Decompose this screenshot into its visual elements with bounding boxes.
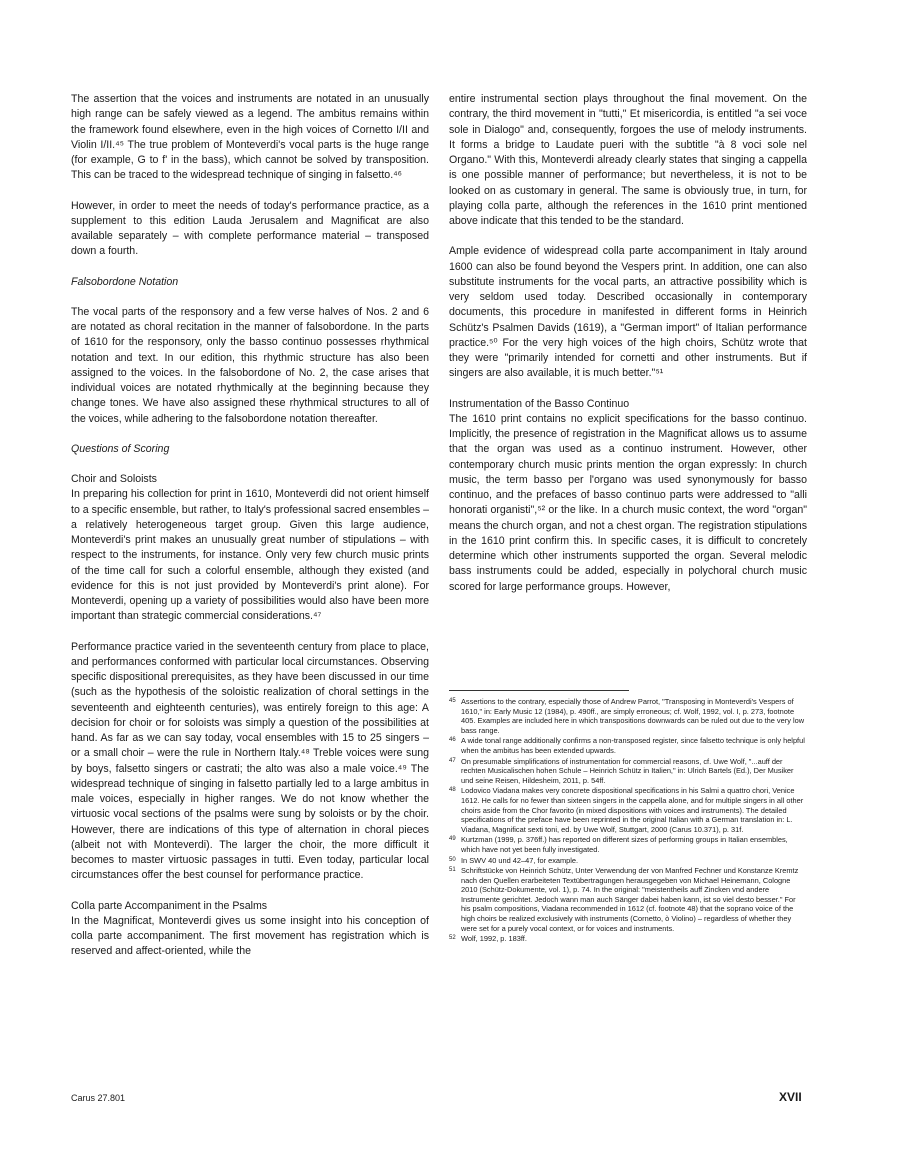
footnote: [449, 856, 807, 866]
footnote-text: Kurtzman (1999, p. 376ff.) has reported on different sizes of performing groups in Italian ensembles, which have not yet been fully investigated.: [461, 835, 788, 854]
paragraph: Performance practice varied in the seventeenth century from place to place, and performances conformed with particular local circumstances. Observing specific dispositional prerequisites, as they have been discussed in our time (such as the hypothesis of the soloistic realization of choral settings in the seventeenth and eighteenth centuries), was entirely foreign to this age: A decision for choir or for soloists was simply a question of the possibilities at hand. As far as we can say today, vocal ensembles with 15 to 25 singers – or a small choir – were the rule in Northern Italy.⁴⁸ Treble voices were sung by boys, falsetto singers or castrati; the alto was also a male voice.⁴⁹ The widespread technique of singing in falsetto partially led to a large ambitus in male voices, especially in higher ranges. We do not know whether the virtuosic vocal sections of the psalms were sung by soloists or by the choir. However, there are indications of this type of alternation in choral pieces (albeit not with Monteverdi). The larger the choir, the more difficult it becomes to master virtuosic passages in tutti. Even today, particular local circumstances offer the best counsel for performance practice.: [71, 640, 429, 882]
paragraph: The 1610 print contains no explicit specifications for the basso continuo. Implicitly, the presence of registration in the Magnificat allows us to assume that the organ was used as a continuo instrument. However, other contemporary church music prints mention the organ expressly: In church music, the term basso per l'organo was used synonymously for basso continuo, and the prefaces of basso continuo parts were addressed to "alli honorati organisti",⁵² or the like. In a church music context, the word "organ" means the church organ, and not a chest organ. The registration stipulations in the 1610 print confirm this. In specific cases, it is difficult to concretely determine which other instruments supported the organ. Several melodic bass instruments could be added, especially in polychoral church music scored for large performance groups. However,: [449, 412, 807, 593]
footnote-rule: [449, 690, 629, 691]
footnote-text: On presumable simplifications of instrumentation for commercial reasons, cf. Uwe Wolf, "...auff der rechten Musicalischen hohen Schule – Heinrich Schütz in Italien," in: Ulrich Bartels (Ed.), Der Musiker und seine Reisen, Hildesheim, 2011, p. 54ff.: [461, 756, 794, 785]
subsection-heading: Choir and Soloists: [71, 473, 157, 485]
footnote-number: 45: [449, 698, 456, 704]
paragraph: entire instrumental section plays throughout the final movement. On the contrary, the third movement in "tutti," Et misericordia, is entitled "a sei voce sole in Dialogo" and, consequently, forgoes the use of melody instruments. It forms a bridge to Laudate pueri with the subtitle "à 8 voci sole nel Organo." With this, Monteverdi already clearly states that singing a cappella is one possible manner of performance; but nevertheless, it is not to be looked on as customary in general. The same is obviously true, in turn, for playing colla parte, although the references in the 1610 print mentioned above indicate that this tended to be the standard.: [449, 93, 807, 227]
footnote-text: Assertions to the contrary, especially those of Andrew Parrot, "Transposing in Monteverdi's Vespers of 1610," in: Early Music 12 (1984), p. 490ff., are simply erroneous; cf. Wolf, 1992, vol. I, p. 273, footnote 405. Examples are included here in which transpositions downwards can be ruled out due to the very low bass range.: [461, 697, 805, 735]
footnote-number: 50: [449, 856, 456, 863]
footnote-text: A wide tonal range additionally confirms a non-transposed register, since falsetto technique is only helpful when the ambitus has been extended upwards.: [461, 736, 805, 755]
footnote: [449, 866, 807, 933]
footnote-text: In SWV 40 und 42–47, for example.: [461, 855, 579, 865]
right-column: [449, 92, 807, 595]
paragraph: The vocal parts of the responsory and a few verse halves of Nos. 2 and 6 are notated as choral recitation in the manner of falsobordone. In the parts of 1610 for the responsory, only the basso continuo possesses rhythmical notation and text. In our edition, this rhythmic structure has also been assigned to the voices. In the falsobordone of No. 2, the case arises that individual voices are notated rhythmically at the beginning because they change tones. We have also assigned these rhythmical structures to all of the voices, while adhering to the falsobordone notation thereafter.: [71, 305, 429, 425]
footnote-text: Schriftstücke von Heinrich Schütz, Unter Verwendung der von Manfred Fechner und Konstanze Kremtz nach den Quellen erarbeiteten Textübertragungen herausgegeben von Michael Heinemann, Cologne 2010 (Schütz-Dokumente, vol. 1), p. 74. In the original: "meistentheils auff Zincken vnd andere Instrumente gerichtet. Jedoch wann man auch Sänger dabei haben kann, ist so viel desto besser." For his psalm compositions, Viadana recommended in 1612 (cf. footnote 48) that the soprano voice of the high choirs be realized exclusively with instruments (Cornetto, ò Violino) – regardless of whether they were set for a purely vocal context, or for voices and instruments.: [461, 866, 799, 933]
footnote: [449, 786, 807, 834]
footnote: [449, 697, 807, 735]
footnote-text: Lodovico Viadana makes very concrete dispositional specifications in his Salmi a quattro chori, Venice 1612. He calls for no fewer than sixteen singers in the cappella alone, and for multiple singers in all other choirs aside from the Chor favorito (in mixed dispositions with voices and instruments). The detailed specifications of the preface have been reprinted in the original Italian with a German translation in: L. Viadana, Magnificat sexti toni, ed. by Uwe Wolf, Stuttgart, 2000 (Carus 10.371), p. 31f.: [461, 786, 804, 834]
left-column: [71, 92, 429, 960]
footnote: [449, 934, 807, 944]
footnote-number: 47: [449, 757, 456, 764]
subsection-heading: Instrumentation of the Basso Continuo: [449, 397, 630, 410]
footnote-text: Wolf, 1992, p. 183ff.: [461, 934, 527, 944]
subsection-heading: Colla parte Accompaniment in the Psalms: [71, 899, 268, 912]
footnote: [449, 736, 807, 755]
page-number: XVII: [779, 1090, 802, 1104]
section-heading: Falsobordone Notation: [71, 275, 179, 288]
footnote-number: 52: [449, 935, 456, 942]
footnote-number: 48: [449, 787, 456, 794]
footnotes: [449, 690, 807, 945]
paragraph: However, in order to meet the needs of today's performance practice, as a supplement to this edition Lauda Jerusalem and Magnificat are also available separately – with complete performance material – transposed down a fourth.: [71, 199, 429, 258]
paragraph: The assertion that the voices and instruments are notated in an unusually high range can be safely viewed as a legend. The ambitus remains within the framework found elsewhere, even in the high voices of Cornetto I/II and Violin I/II.⁴⁵ The true problem of Monteverdi's vocal parts is the huge range (for example, G to f' in the bass), which cannot be solved by transposition. This can be traced to the widespread technique of singing in falsetto.⁴⁶: [71, 93, 429, 182]
footnote-number: 51: [449, 867, 456, 874]
footnote: [449, 835, 807, 854]
footnote: [449, 757, 807, 786]
paragraph: In preparing his collection for print in 1610, Monteverdi did not orient himself to a specific ensemble, but rather, to Italy's professional sacred ensembles – a relatively heterogeneous target group. Given this large audience, Monteverdi's print makes an unusually great number of stipulations – with respect to the instruments, for instance. Only very few church music prints of the time call for such a colorful ensemble, although they existed (and evidence for this is not just provided by Monteverdi's print alone). For Monteverdi, opening up a variety of possibilities would also have been more important than strategic commercial considerations.⁴⁷: [71, 488, 429, 623]
section-heading: Questions of Scoring: [71, 442, 170, 455]
paragraph: In the Magnificat, Monteverdi gives us some insight into his conception of colla parte accompaniment. The first movement has registration which is reserved and affect-oriented, while the: [71, 914, 429, 958]
footnote-number: 49: [449, 836, 456, 843]
paragraph: Ample evidence of widespread colla parte accompaniment in Italy around 1600 can also be found beyond the Vespers print. In addition, one can also substitute instruments for the vocal parts, an attractive possibility which is very seldom used today. Described occasionally in contemporary documents, this procedure in manifested in different forms in Heinrich Schütz's Psalmen Davids (1619), a "German import" of Italian performance practice.⁵⁰ For the very high voices of the high choirs, Schütz wrote that they were "primarily intended for cornetti and other instruments. But if singers are also available, it is much better."⁵¹: [449, 245, 807, 380]
catalog-number: Carus 27.801: [71, 1093, 126, 1103]
footnote-number: 46: [449, 737, 456, 744]
